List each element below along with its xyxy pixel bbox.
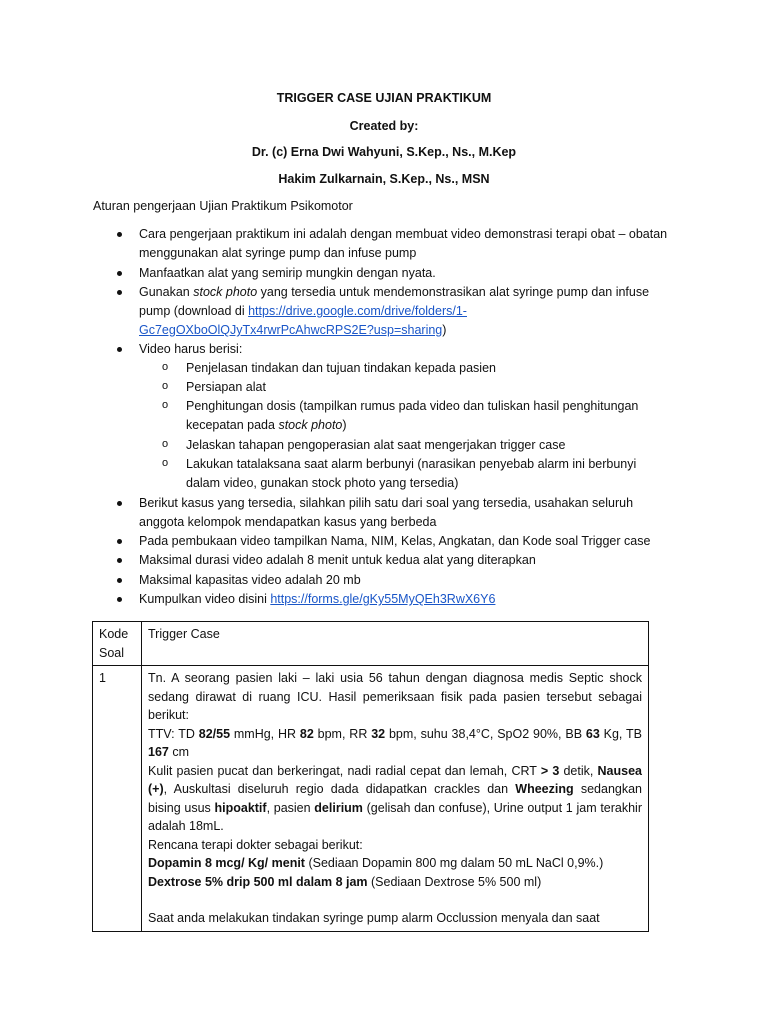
case-paragraph: Tn. A seorang pasien laki – laki usia 56 tahun dengan diagnosa medis Septic shock sedang dirawat di ruang ICU. Hasil pemeriksaan fisik pada pasien tersebut sebagai berikut:: [148, 671, 642, 722]
bullet-item: [139, 590, 669, 609]
header-trigger-case: Trigger Case: [142, 622, 649, 666]
drive-link-part1[interactable]: https://drive.google.com/drive/folders/1-: [248, 304, 467, 318]
therapy-dopamin: Dopamin 8 mcg/ Kg/ menit (Sediaan Dopamin 800 mg dalam 50 mL NaCl 0,9%.): [148, 856, 604, 870]
author-2: Hakim Zulkarnain, S.Kep., Ns., MSN: [278, 172, 490, 186]
bullet-text: yang tersedia untuk mendemonstrasikan alat syringe pump dan infuse pump (download di: [139, 285, 650, 318]
bullet-text: Maksimal durasi video adalah 8 menit untuk kedua alat yang diterapkan: [139, 553, 536, 567]
therapy-heading: Rencana terapi dokter sebagai berikut:: [148, 837, 363, 852]
document-title: TRIGGER CASE UJIAN PRAKTIKUM: [276, 91, 492, 105]
sub-item-text: Penjelasan tindakan dan tujuan tindakan kepada pasien: [186, 361, 496, 375]
row-code: 1: [93, 666, 142, 932]
sub-item: [186, 455, 666, 493]
author-1: Dr. (c) Erna Dwi Wahyuni, S.Kep., Ns., M.Kep: [251, 145, 517, 159]
bullet-text: Video harus berisi:: [139, 342, 243, 356]
drive-link-part2[interactable]: Gc7egOXboOlQJyTx4rwrPcAhwcRPS2E?usp=sharing: [139, 323, 443, 337]
bullet-text-italic: stock photo: [193, 285, 258, 299]
sub-item: [186, 378, 666, 397]
bullet-text: Maksimal kapasitas video adalah 20 mb: [139, 573, 361, 587]
table-header-row: [93, 622, 649, 666]
intro-line: Aturan pengerjaan Ujian Praktikum Psikomotor: [93, 199, 353, 213]
bullet-item: [139, 225, 669, 263]
bullet-item: [139, 532, 669, 551]
form-link[interactable]: https://forms.gle/gKy55MyQEh3RwX6Y6: [270, 592, 496, 606]
bullet-text: Manfaatkan alat yang semirip mungkin dengan nyata.: [139, 266, 436, 280]
sub-item: [186, 359, 666, 378]
sub-item-text: Lakukan tatalaksana saat alarm berbunyi (narasikan penyebab alarm ini berbunyi dalam video, gunakan stock photo yang tersedia): [186, 457, 637, 490]
bullet-text: Berikut kasus yang tersedia, silahkan pilih satu dari soal yang tersedia, usahakan seluruh anggota kelompok mendapatkan kasus yang berbeda: [139, 496, 634, 529]
vital-signs: TTV: TD 82/55 mmHg, HR 82 bpm, RR 32 bpm, suhu 38,4°C, SpO2 90%, BB 63 Kg, TB 167 cm: [148, 726, 642, 759]
bullet-text: Pada pembukaan video tampilkan Nama, NIM, Kelas, Angkatan, dan Kode soal Trigger case: [139, 534, 651, 548]
sub-item: [186, 436, 666, 455]
bullet-item: [139, 264, 669, 283]
bullet-item: [139, 340, 669, 359]
case-paragraph: Saat anda melakukan tindakan syringe pump alarm Occlussion menyala dan saat: [148, 911, 600, 925]
sub-item-text: Penghitungan dosis (tampilkan rumus pada video dan tuliskan hasil penghitungan kecepatan pada: [186, 399, 639, 432]
bullet-item: [139, 494, 669, 532]
bullet-text: Kumpulkan video disini: [139, 592, 271, 606]
trigger-case-table: [92, 621, 649, 932]
sub-item-text: ): [342, 418, 347, 432]
bullet-text: ): [442, 323, 447, 337]
sub-item-text: Jelaskan tahapan pengoperasian alat saat mengerjakan trigger case: [186, 438, 566, 452]
bullet-item: [139, 571, 669, 590]
bullet-text: Gunakan: [139, 285, 194, 299]
table-row: [93, 666, 649, 932]
therapy-dextrose: Dextrose 5% drip 500 ml dalam 8 jam (Sediaan Dextrose 5% 500 ml): [148, 874, 542, 889]
sub-item: [186, 397, 666, 435]
case-description: [142, 666, 649, 932]
case-paragraph: Kulit pasien pucat dan berkeringat, nadi radial cepat dan lemah, CRT > 3 detik, Nausea (+), Auskultasi diseluruh regio dada didapatkan crackles dan Wheezing sedangkan bising usus hipoaktif, pasien delirium (gelisah dan confuse), Urine output 1 jam terakhir adalah 18mL.: [148, 763, 643, 833]
bullet-item: [139, 551, 669, 570]
blank-line: [148, 891, 642, 909]
bullet-text: Cara pengerjaan praktikum ini adalah dengan membuat video demonstrasi terapi obat – obatan menggunakan alat syringe pump dan infuse pump: [139, 227, 668, 260]
header-kode-soal: Kode Soal: [93, 622, 142, 666]
sub-item-text: Persiapan alat: [186, 380, 266, 394]
bullet-item: [139, 283, 669, 340]
sub-item-italic: stock photo: [278, 418, 343, 432]
created-by-label: Created by:: [349, 119, 419, 133]
